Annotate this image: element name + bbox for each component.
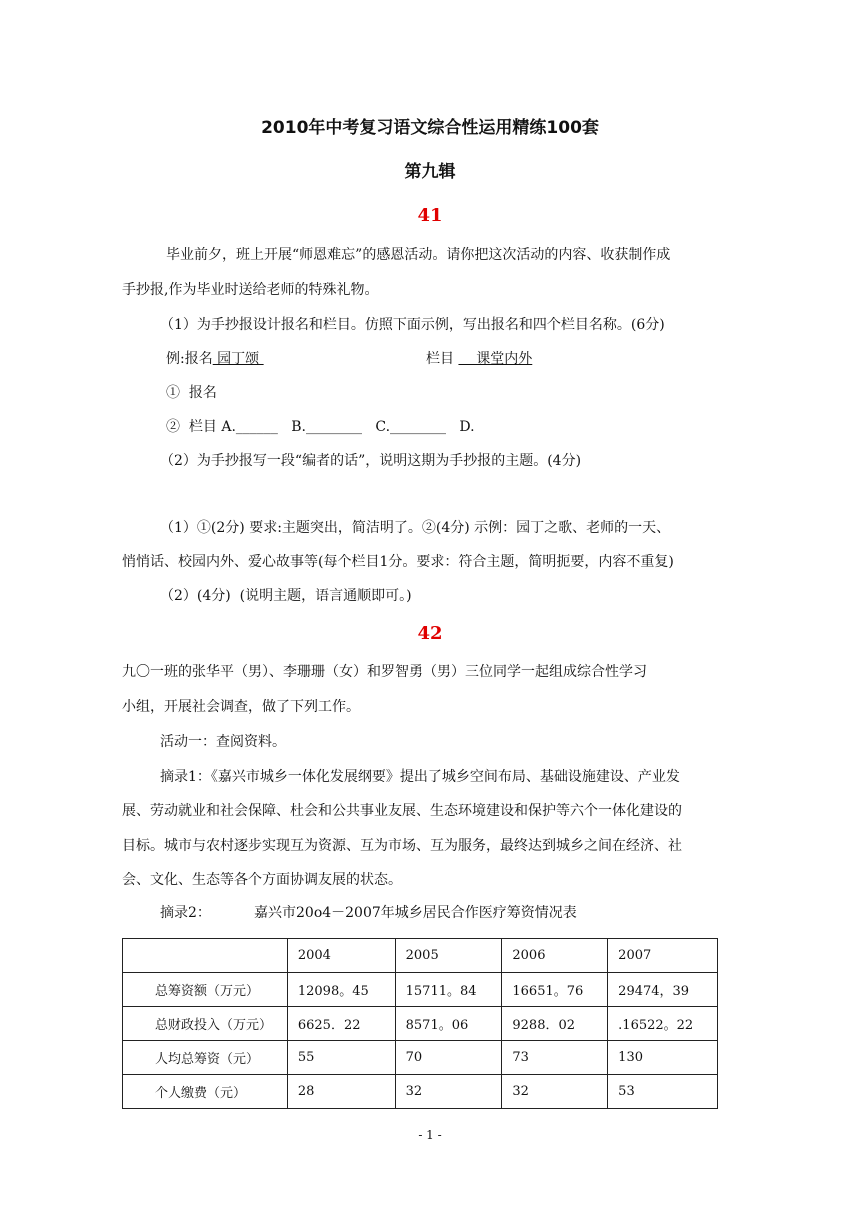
table-row (123, 973, 718, 1007)
table-cell: 130 (608, 1041, 718, 1075)
table-header-cell: 2004 (287, 939, 395, 973)
table-cell: 15711。84 (395, 973, 502, 1007)
q42-excerpt2-label: 摘录2： (160, 905, 211, 921)
q41-answer-line2: 悄悄话、校园内外、爱心故事等(每个栏目1分。要求：符合主题，简明扼要，内容不重复) (122, 554, 674, 570)
q41-example-column (426, 349, 532, 369)
question-number-41: 41 (417, 205, 443, 226)
table-header-row (123, 939, 718, 973)
document-subtitle: 第九辑 (404, 162, 456, 182)
q41-subquestion-2: （2）为手抄报写一段“编者的话”，说明这期为手抄报的主题。(4分) (160, 453, 582, 469)
q42-excerpt2-title: 嘉兴市20o4－2007年城乡居民合作医疗筹资情况表 (254, 905, 577, 921)
page-number: - 1 - (418, 1128, 442, 1142)
table-cell: 8571。06 (395, 1007, 502, 1041)
q41-item-1: ① 报名 (166, 385, 217, 401)
table-cell: 6625．22 (287, 1007, 395, 1041)
q42-excerpt1-line2: 展、劳动就业和社会保障、杜会和公共事业友展、生态环境建设和保护等六个一体化建设的 (122, 803, 682, 819)
table-row-label: 人均总筹资（元） (123, 1041, 288, 1075)
q41-intro-line2: 手抄报,作为毕业时送给老师的特殊礼物。 (122, 282, 379, 298)
question-number-42: 42 (417, 623, 443, 644)
example-column-label: 栏目 (426, 351, 454, 367)
q41-intro-line1: 毕业前夕，班上开展“师恩难忘”的感恩活动。请你把这次活动的内容、收获制作成 (166, 247, 671, 263)
table-row-label: 总筹资额（万元） (123, 973, 288, 1007)
table-cell: 32 (395, 1075, 502, 1109)
q42-activity-heading: 活动一：查阅资料。 (160, 734, 286, 750)
q41-subquestion-1: （1）为手抄报设计报名和栏目。仿照下面示例，写出报名和四个栏目名称。(6分) (160, 317, 665, 333)
table-cell: 70 (395, 1041, 502, 1075)
q41-example-row (166, 349, 264, 369)
financing-table (122, 938, 718, 1109)
q42-intro-line2: 小组，开展社会调查，做了下列工作。 (122, 699, 360, 715)
table-cell: 55 (287, 1041, 395, 1075)
example-column-value: 课堂内外 (458, 351, 533, 367)
example-name: 园丁颂 (212, 351, 264, 367)
table-row (123, 1075, 718, 1109)
table-cell: 53 (608, 1075, 718, 1109)
example-label: 例:报名 (166, 351, 213, 367)
q42-excerpt1-line3: 目标。城市与农村逐步实现互为资源、互为市场、互为服务，最终达到城乡之间在经济、社 (122, 838, 682, 854)
table-row-label: 个人缴费（元） (123, 1075, 288, 1109)
q42-excerpt1-line1: 摘录1：《嘉兴市城乡一体化发展纲要》提出了城乡空间布局、基础设施建设、产业发 (160, 769, 680, 785)
table-cell: .16522。22 (608, 1007, 718, 1041)
q42-intro-line1: 九〇一班的张华平（男）、李珊珊（女）和罗智勇（男）三位同学一起组成综合性学习 (122, 664, 647, 680)
q41-item-2: ② 栏目 A.______ B.________ C.________ D. (166, 419, 475, 435)
document-title: 2010年中考复习语文综合性运用精练100套 (261, 118, 599, 138)
table-row (123, 1007, 718, 1041)
table-cell: 28 (287, 1075, 395, 1109)
table-row-label: 总财政投入（万元） (123, 1007, 288, 1041)
q41-answer-line1: （1）①(2分) 要求:主题突出，简洁明了。②(4分) 示例：园丁之歌、老师的一天、 (160, 520, 671, 536)
table-header-cell (123, 939, 288, 973)
table-header-cell: 2006 (502, 939, 608, 973)
table-cell: 32 (502, 1075, 608, 1109)
q41-answer-line3: （2）(4分) (说明主题，语言通顺即可。) (160, 588, 412, 604)
table-cell: 16651。76 (502, 973, 608, 1007)
table-header-cell: 2005 (395, 939, 502, 973)
table-cell: 9288．02 (502, 1007, 608, 1041)
table-cell: 29474，39 (608, 973, 718, 1007)
table-row (123, 1041, 718, 1075)
table-cell: 12098。45 (287, 973, 395, 1007)
table-cell: 73 (502, 1041, 608, 1075)
q42-excerpt1-line4: 会、文化、生态等各个方面协调友展的状态。 (122, 872, 402, 888)
table-header-cell: 2007 (608, 939, 718, 973)
